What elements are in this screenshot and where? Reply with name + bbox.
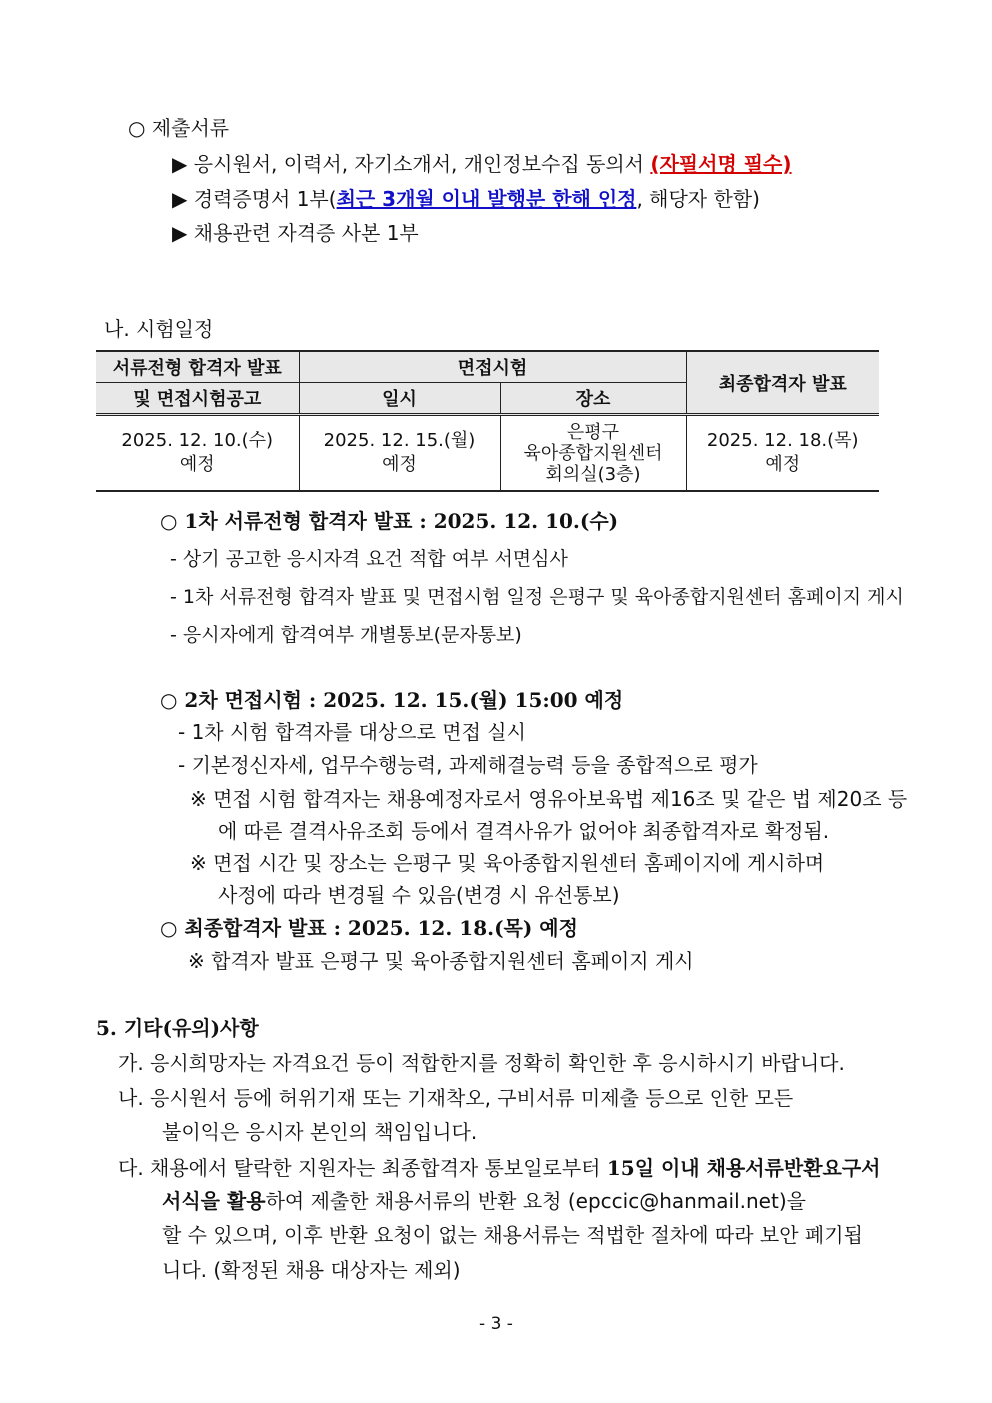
section5-item-c-cont: 니다. (확정된 채용 대상자는 제외) — [162, 1258, 461, 1282]
doc-announce-date: 2025. 12. 10.(수) — [121, 430, 274, 451]
round2-note: 에 따른 결격사유조회 등에서 결격사유가 없어야 최종합격자로 확정됨. — [218, 819, 830, 843]
round1-title: ○ 1차 서류전형 합격자 발표 : 2025. 12. 10.(수) — [160, 509, 619, 533]
section5-heading: 5. 기타(유의)사항 — [96, 1016, 259, 1040]
round2-note: ※ 면접 시간 및 장소는 은평구 및 육아종합지원센터 홈페이지에 게시하며 — [190, 851, 825, 875]
round1-line: - 상기 공고한 응시자격 요건 적합 여부 서면심사 — [170, 548, 568, 570]
bullet-icon: ▶ — [172, 187, 188, 211]
doc-announce-header: 서류전형 합격자 발표 — [96, 351, 299, 383]
final-note: 예정 — [765, 454, 801, 475]
docs-item-text: 경력증명서 1부( — [193, 187, 337, 211]
interview-place-cell — [500, 415, 686, 492]
final-note: ※ 합격자 발표 은평구 및 육아종합지원센터 홈페이지 게시 — [188, 949, 694, 973]
interview-date: 2025. 12. 15.(월) — [323, 430, 476, 451]
section5-c-text: 다. 채용에서 탈락한 지원자는 최종합격자 통보일로부터 — [118, 1156, 607, 1180]
place-header: 장소 — [500, 383, 686, 415]
final-date: 2025. 12. 18.(목) — [706, 430, 859, 451]
section5-c-bold: 15일 이내 채용서류반환요구서 — [606, 1156, 881, 1180]
round1-line: - 1차 서류전형 합격자 발표 및 면접시험 일정 은평구 및 육아종합지원센터 홈페이지 게시 — [170, 586, 904, 608]
final-header: 최종합격자 발표 — [686, 351, 879, 415]
section5-item-c-cont — [162, 1187, 806, 1215]
place-line: 회의실(3층) — [545, 463, 641, 485]
recent-issue-note: 최근 3개월 이내 발행분 한해 인정 — [336, 187, 637, 211]
page-number: - 3 - — [479, 1314, 513, 1334]
section5-item-a: 가. 응시희망자는 자격요건 등이 적합한지를 정확히 확인한 후 응시하시기 바랍니다. — [118, 1051, 845, 1075]
interview-note: 예정 — [382, 454, 417, 475]
round1-line: - 응시자에게 합격여부 개별통보(문자통보) — [170, 624, 522, 646]
docs-item — [172, 185, 760, 213]
round2-title: ○ 2차 면접시험 : 2025. 12. 15.(월) 15:00 예정 — [160, 688, 624, 712]
section5-c-text: 하여 제출한 채용서류의 반환 요청 (epccic@hanmail.net)을 — [265, 1189, 806, 1213]
signature-required-note: (자필서명 필수) — [650, 152, 792, 176]
round2-line: - 기본정신자세, 업무수행능력, 과제해결능력 등을 종합적으로 평가 — [178, 753, 758, 777]
bullet-icon: ▶ — [172, 152, 188, 176]
docs-item-text: 채용관련 자격증 사본 1부 — [193, 221, 419, 245]
place-line: 육아종합지원센터 — [523, 442, 663, 464]
section5-item-b-cont: 불이익은 응시자 본인의 책임입니다. — [162, 1120, 478, 1144]
schedule-table — [96, 350, 879, 492]
section5-item-c-cont: 할 수 있으며, 이후 반환 요청이 없는 채용서류는 적법한 절차에 따라 보안 폐기됩 — [162, 1223, 863, 1247]
bullet-icon: ▶ — [172, 221, 188, 245]
docs-item-tail: , 해당자 한함) — [636, 187, 760, 211]
section5-c-bold: 서식을 활용 — [162, 1189, 266, 1213]
date-header: 일시 — [299, 383, 500, 415]
section5-item-c — [118, 1154, 880, 1182]
interview-header: 면접시험 — [299, 351, 686, 383]
doc-announce-cell — [96, 415, 299, 492]
round2-line: - 1차 시험 합격자를 대상으로 면접 실시 — [178, 720, 526, 744]
section5-item-b: 나. 응시원서 등에 허위기재 또는 기재착오, 구비서류 미제출 등으로 인한 모든 — [118, 1086, 794, 1110]
docs-item-text: 응시원서, 이력서, 자기소개서, 개인정보수집 동의서 — [193, 152, 651, 176]
docs-item — [172, 150, 792, 178]
doc-announce-note: 예정 — [179, 454, 215, 475]
docs-heading: ○ 제출서류 — [128, 116, 230, 140]
doc-announce-header-2: 및 면접시험공고 — [96, 383, 299, 415]
docs-item — [172, 219, 419, 247]
round2-note: ※ 면접 시험 합격자는 채용예정자로서 영유아보육법 제16조 및 같은 법 제20조 등 — [190, 787, 908, 811]
place-line: 은평구 — [566, 421, 620, 443]
interview-date-cell — [299, 415, 500, 492]
schedule-heading: 나. 시험일정 — [104, 317, 214, 341]
final-date-cell — [686, 415, 879, 492]
round2-note: 사정에 따라 변경될 수 있음(변경 시 유선통보) — [218, 883, 620, 907]
final-title: ○ 최종합격자 발표 : 2025. 12. 18.(목) 예정 — [160, 916, 578, 940]
